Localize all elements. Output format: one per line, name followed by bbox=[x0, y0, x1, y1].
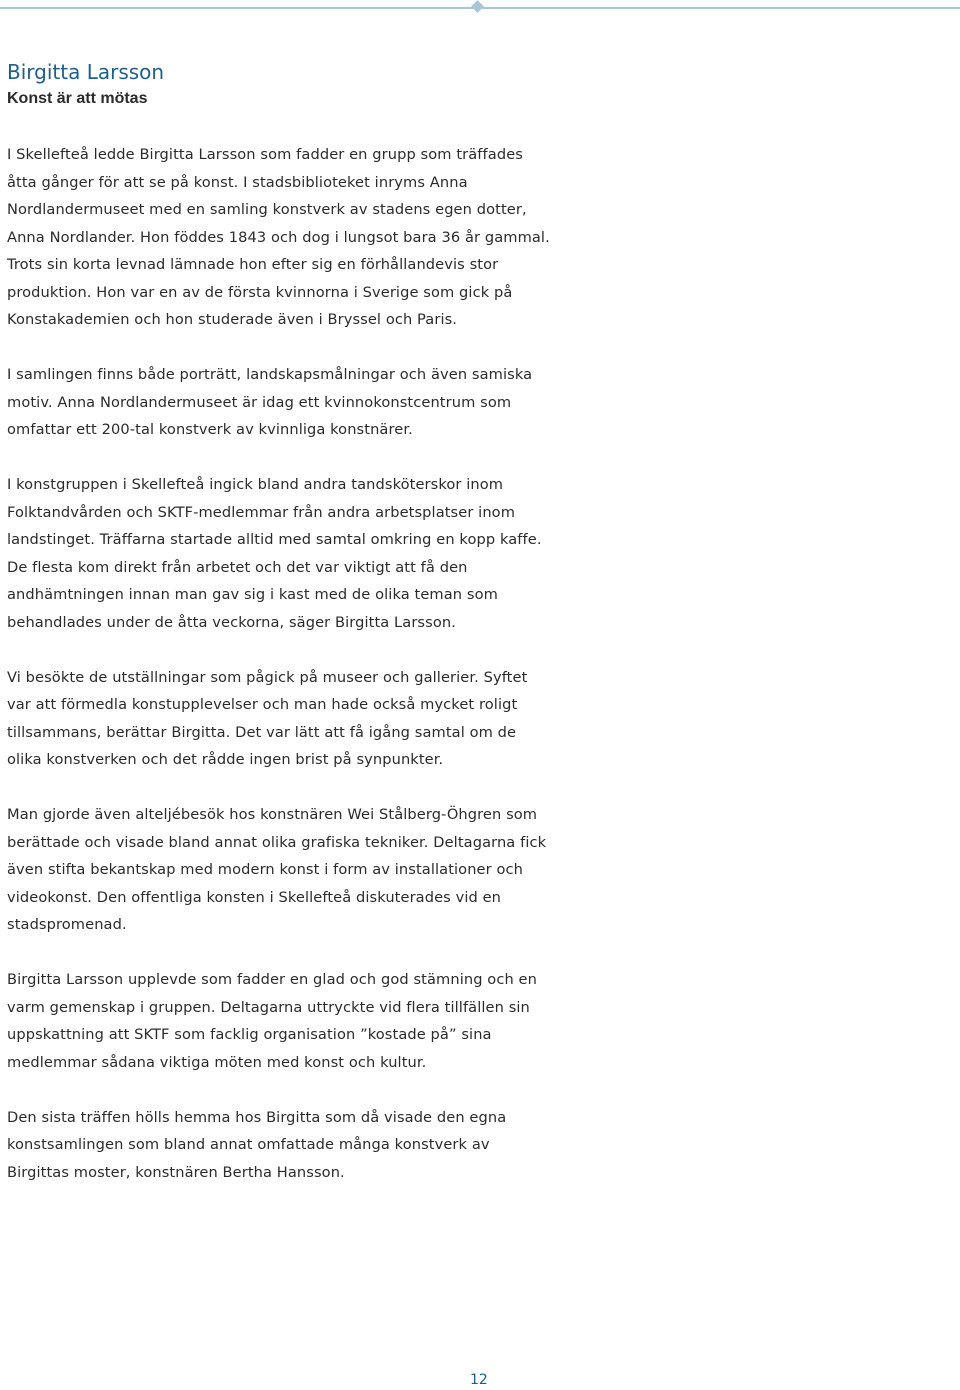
author-name: Birgitta Larsson bbox=[7, 60, 165, 84]
paragraph-1: I Skellefteå ledde Birgitta Larsson som fadder en grupp som träffades åtta gånger för att se på konst. I stadsbiblioteket inryms Anna Nordlandermuseet med en samling konstverk av stadens egen dotter, Anna Nordlander. Hon föddes 1843 och dog i lungsot bara 36 år gammal. Trots sin korta levnad lämnade hon efter sig en förhållandevis stor produktion. Hon var en av de första kvinnorna i Sverige som gick på Konstakademien och hon studerade även i Bryssel och Paris. bbox=[7, 146, 550, 328]
paragraph-5: Man gjorde även alteljébesök hos konstnären Wei Stålberg-Öhgren som berättade och visade bland annat olika grafiska tekniker. Deltagarna fick även stifta bekantskap med modern konst i form av installationer och videokonst. Den offentliga konsten i Skellefteå diskuterades vid en stadspromenad. bbox=[7, 806, 547, 933]
article-title: Konst är att mötas bbox=[7, 90, 148, 107]
article bbox=[7, 58, 552, 1214]
page-number: 12 bbox=[470, 1372, 488, 1388]
paragraph-3: I konstgruppen i Skellefteå ingick bland andra tandsköterskor inom Folktandvården och SKTF-medlemmar från andra arbetsplatser inom landstinget. Träffarna startade alltid med samtal omkring en kopp kaffe. De flesta kom direkt från arbetet och det var viktigt att få den andhämtningen innan man gav sig i kast med de olika teman som behandlades under de åtta veckorna, säger Birgitta Larsson. bbox=[7, 476, 542, 631]
paragraph-6: Birgitta Larsson upplevde som fadder en glad och god stämning och en varm gemenskap i gruppen. Deltagarna uttryckte vid flera tillfällen sin uppskattning att SKTF som facklig organisation ”kostade på” sina medlemmar sådana viktiga möten med konst och kultur. bbox=[7, 971, 537, 1071]
paragraph-7: Den sista träffen hölls hemma hos Birgitta som då visade den egna konstsamlingen som bland annat omfattade många konstverk av Birgittas moster, konstnären Bertha Hansson. bbox=[7, 1108, 507, 1181]
paragraph-4: Vi besökte de utställningar som pågick på museer och gallerier. Syftet var att förmedla konstupplevelser och man hade också mycket roligt tillsammans, berättar Birgitta. Det var lätt att få igång samtal om de olika konstverken och det rådde ingen brist på synpunkter. bbox=[7, 668, 528, 768]
article-body bbox=[7, 141, 552, 1186]
paragraph-2: I samlingen finns både porträtt, landskapsmålningar och även samiska motiv. Anna Nordlandermuseet är idag ett kvinnokonstcentrum som omfattar ett 200-tal konstverk av kvinnliga konstnärer. bbox=[7, 366, 533, 438]
divider-diamond-icon bbox=[471, 0, 484, 13]
